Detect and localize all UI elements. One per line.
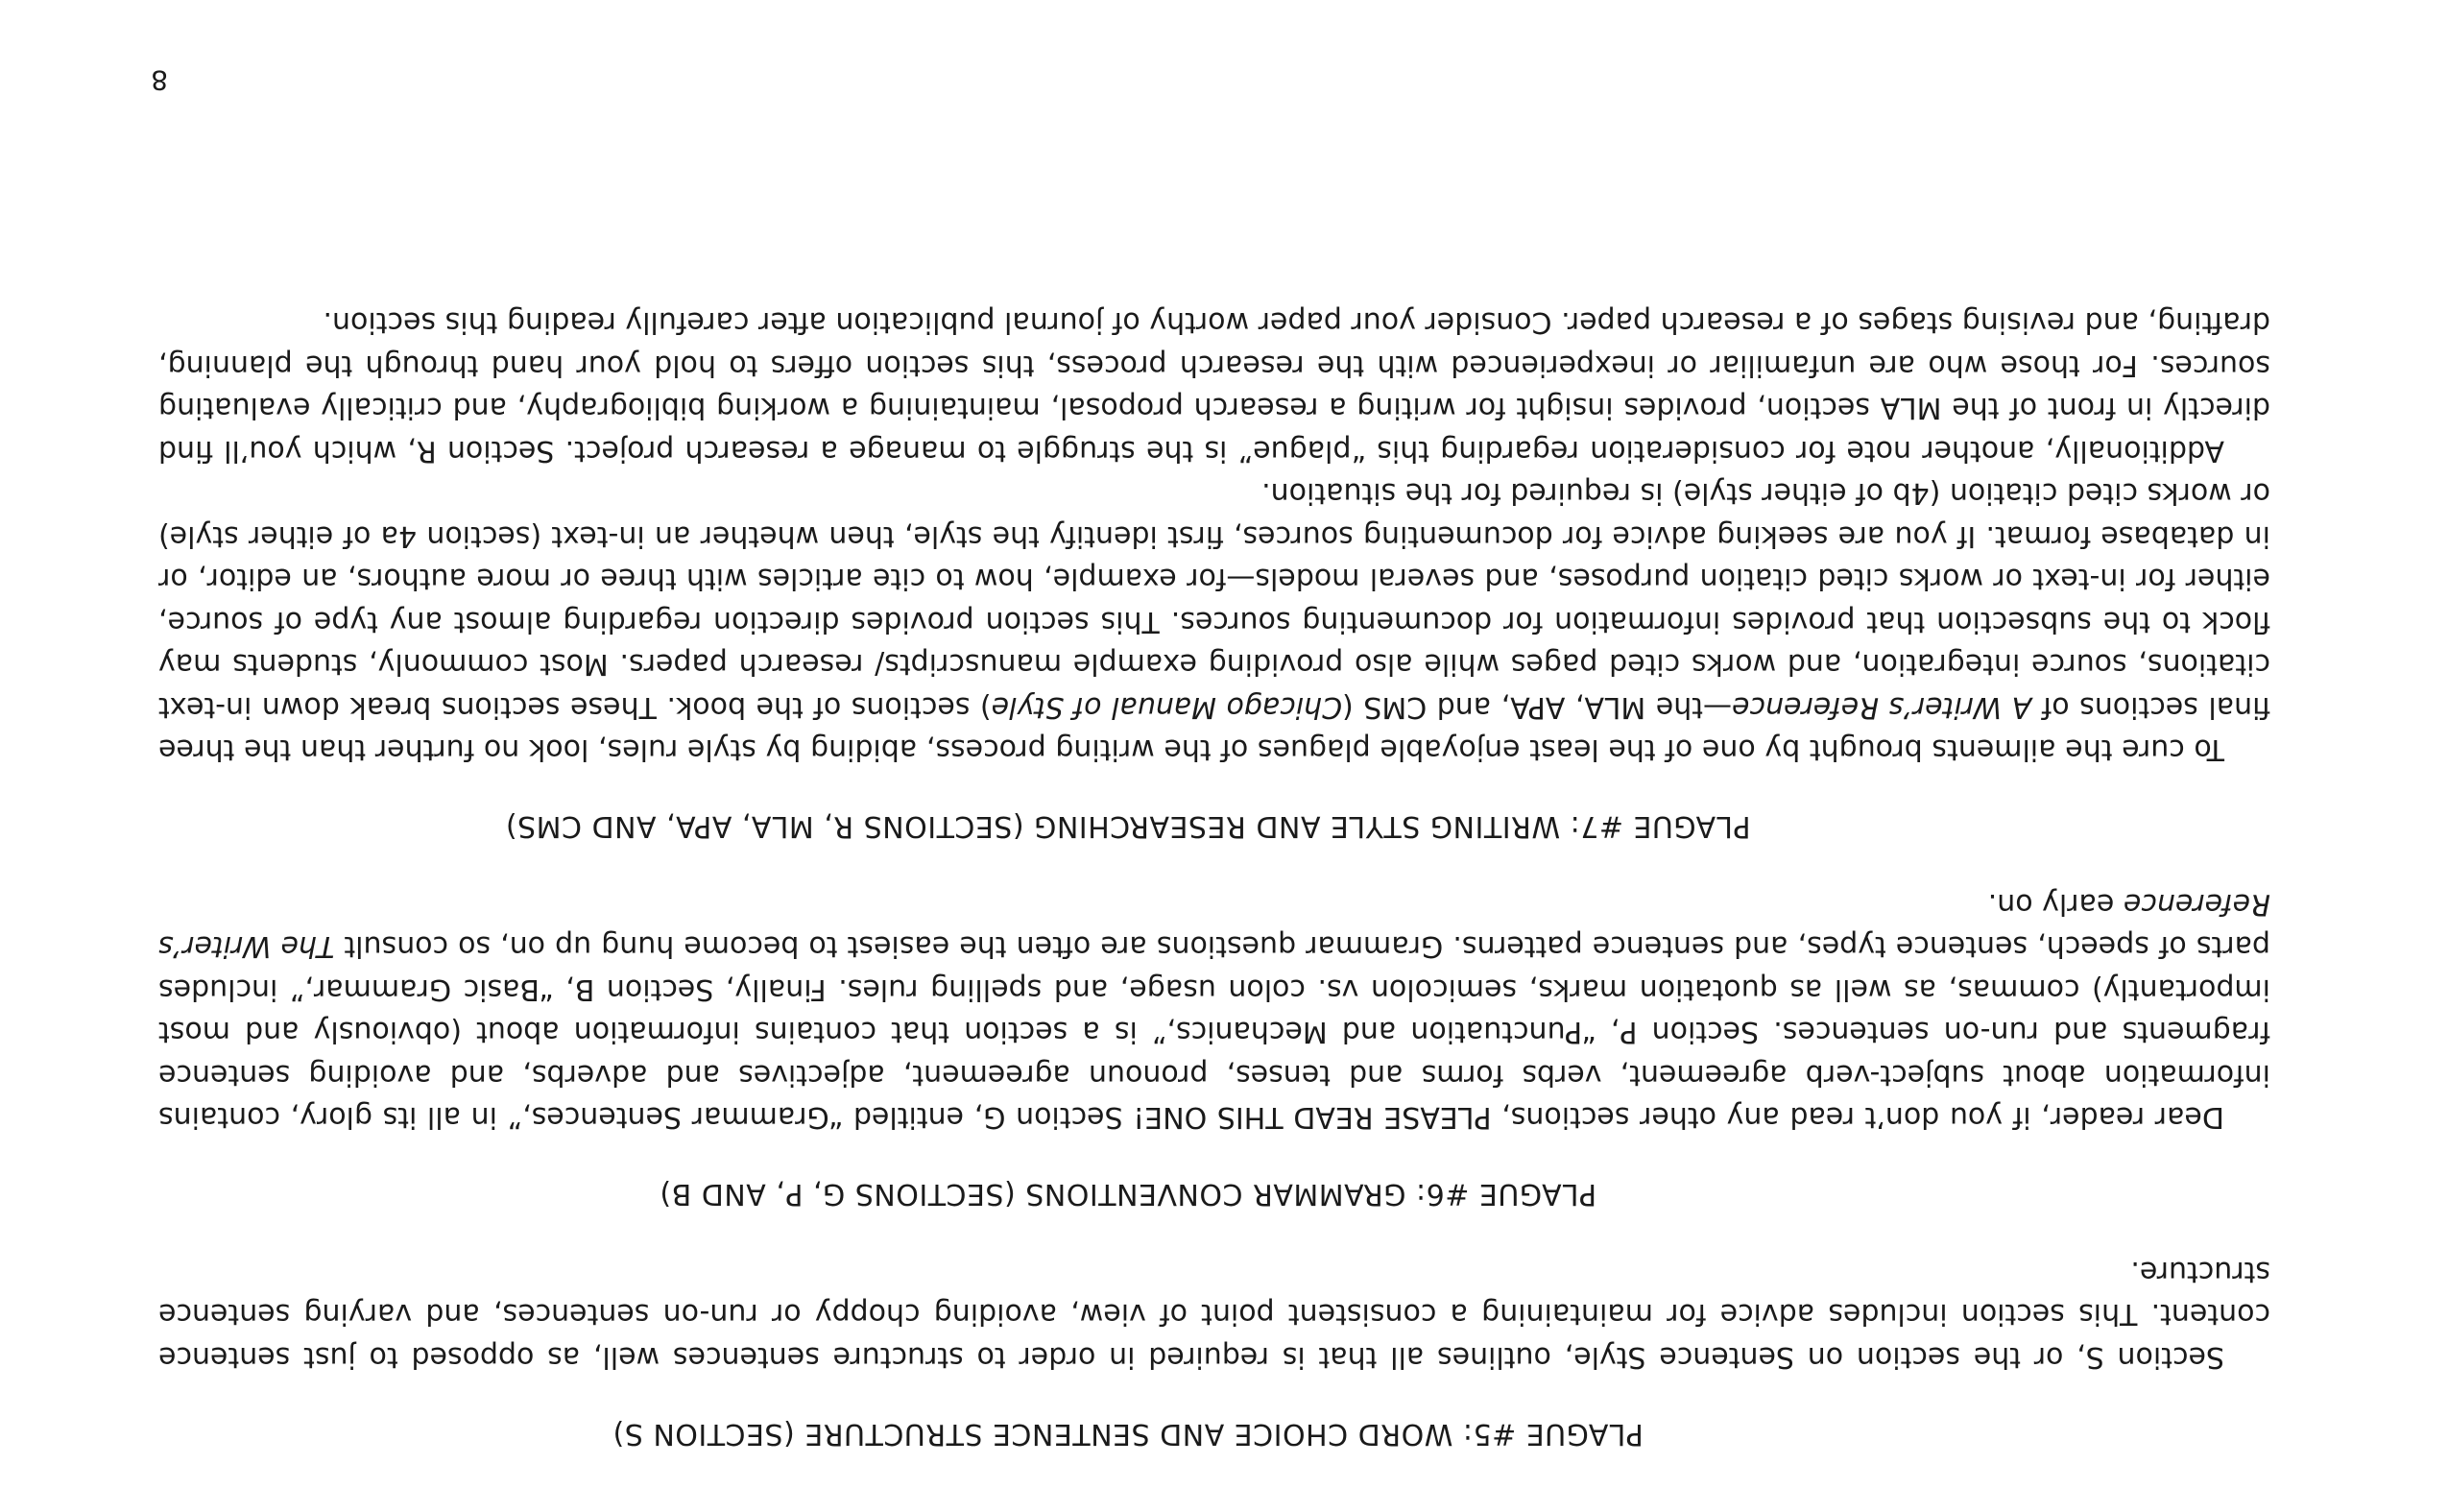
page-number: 8 bbox=[151, 64, 168, 96]
paragraph-text: ) sections of the book. These sections break down in-text citations, source integration, and works cited pages while also providing example manuscripts/ research papers. Most commonly, students may flock to the subsection that provides information for documenting sources. This section provides direction regarding almost any type of source, either for in-text or works cited citation purposes, and several models—for example, how to cite articles with three or more authors, an editor, or in database format. If you are seeking advice for documenting sources, first identify the style, then whether an in-text (section 4a of either style) or works cited citation (4b of either style) is required for the situation. bbox=[157, 476, 2270, 724]
page-content bbox=[158, 300, 2270, 1452]
book-title: The Writer’s Reference bbox=[158, 887, 2270, 964]
book-title: A Writer’s Reference bbox=[1732, 690, 2032, 724]
paragraph-grammar-conventions bbox=[158, 882, 2270, 1139]
paragraph-writing-style bbox=[158, 471, 2270, 771]
paragraph-text: —the MLA, APA, and CMS ( bbox=[1342, 690, 1733, 724]
book-title: Chicago Manual of Style bbox=[991, 690, 1343, 724]
paragraph-sentence-style: Section S, or the section on Sentence Style, outlines all that is required in order to structure sentences well, as opposed to just sentence content. This section includes advice for maintaining a consistent point of view, avoiding choppy or run-on sentences, and varying sentence structure. bbox=[158, 1255, 2270, 1374]
section-heading-plague-6: PLAGUE #6: GRAMMAR CONVENTIONS (SECTIONS G, P, AND B) bbox=[659, 1177, 1597, 1212]
section-heading-plague-5: PLAGUE #5: WORD CHOICE AND SENTENCE STRUCTURE (SECTION S) bbox=[612, 1417, 1644, 1451]
paragraph-research-project: Additionally, another note for consideration regarding this “plague” is the struggle to manage a research project. Section R, which you’ll find directly in front of the MLA section, provides insight for writing a research proposal, maintaining a working bibliography, and critically evaluating sources. For those who are unfamiliar or inexperienced with the research process, this section offers to hold your hand through the planning, drafting, and revising stages of a research paper. Consider your paper worthy of journal publication after carefully reading this section. bbox=[158, 305, 2270, 468]
paragraph-text: Dear reader, if you don’t read any other sections, PLEASE READ THIS ONE! Section G, entitled “Grammar Sentences,” in all its glory, contains information about subject-verb agreement, verbs forms and tenses, pronoun agreement, adjectives and adverbs, and avoiding sentence fragments and run-on sentences. Section P, “Punctuation and Mechanics,” is a section that contains information about (obviously and most importantly) commas, as well as quotation marks, semicolon vs. colon usage, and spelling rules. Finally, Section B, “Basic Grammar,” includes parts of speech, sentence types, and sentence patterns. Grammar questions are often the easiest to become hung up on, so consult bbox=[158, 929, 2270, 1135]
section-heading-plague-7: PLAGUE #7: WRITING STYLE AND RESEARCHING (SECTIONS R, MLA, APA, AND CMS) bbox=[505, 809, 1751, 844]
paragraph-text: early on. bbox=[1987, 887, 2124, 921]
paragraph-text: To cure the ailments brought by one of the least enjoyable plagues of the writing process, abiding by style rules, look no further than the three final sections of bbox=[158, 690, 2270, 767]
